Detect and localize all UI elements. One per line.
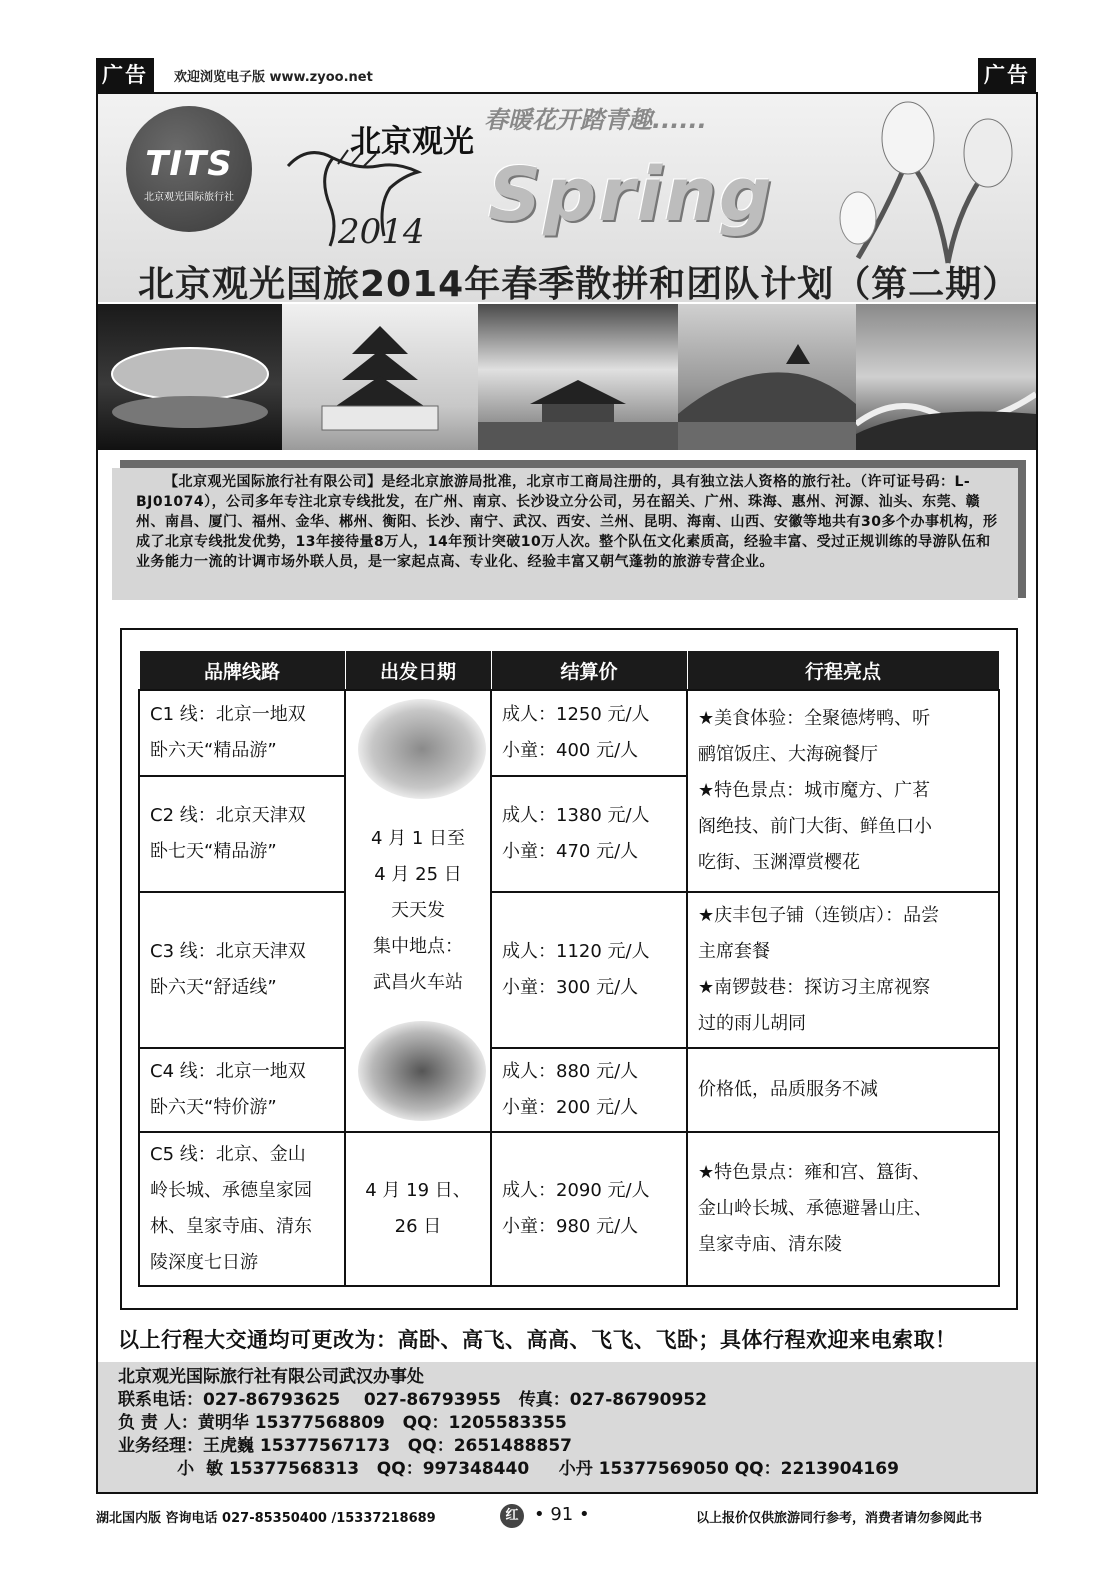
company-intro: 【北京观光国际旅行社有限公司】是经北京旅游局批准，北京市工商局注册的，具有独立法人资格的旅行社。（许可证号码：L-BJ01074），公司多年专注北京专线批发，在广州、南京、长沙设立分公司，另在韶关、广州、珠海、惠州、河源、汕头、东莞、赣州、南昌、厦门、福州、金华、郴州、衡阳、长沙、南宁、武汉、西安、兰州、昆明、海南、山西、安徽等地共有30多个办事机构，形成了北京专线批发优势，13年接待量8万人，14年预计突破10万人次。整个队伍文化素质高，经验丰富、受过正规训练的导游队伍和业务能力一流的计调市场外联人员，是一家起点高、专业化、经验丰富又朝气蓬勃的旅游专营企业。 bbox=[136, 474, 998, 570]
transport-change-note: 以上行程大交通均可更改为：高卧、高飞、高高、飞飞、飞卧；具体行程欢迎来电索取！ bbox=[118, 1328, 957, 1352]
phone-line[interactable]: 联系电话：027-86793625 027-86793955 传真：027-86790952 bbox=[118, 1390, 707, 1410]
routes-table bbox=[138, 650, 1000, 1287]
stone-lion-image bbox=[358, 699, 486, 799]
great-wall-icon bbox=[856, 304, 1036, 450]
palace-icon bbox=[478, 304, 678, 450]
company-logo bbox=[126, 106, 252, 232]
magnolia-flower-icon bbox=[798, 98, 1034, 268]
office-name: 北京观光国际旅行社有限公司武汉办事处 bbox=[118, 1367, 424, 1387]
business-manager-line-1[interactable]: 业务经理：王虎巍 15377567173 QQ：2651488857 bbox=[118, 1436, 572, 1456]
spring-word: Spring bbox=[488, 152, 774, 238]
highlights-c5: ★特色景点：雍和宫、簋街、 金山岭长城、承德避暑山庄、 皇家寺庙、清东陵 bbox=[687, 1132, 999, 1286]
date-cell-c5: 4 月 19 日、 26 日 bbox=[345, 1132, 491, 1286]
year-text: 2014 bbox=[338, 212, 425, 252]
date-cell-c1-c4 bbox=[345, 690, 491, 1132]
photo-temple-of-heaven bbox=[282, 304, 478, 450]
price-c4: 成人：880 元/人 小童：200 元/人 bbox=[491, 1048, 687, 1132]
intro-box bbox=[112, 468, 1018, 600]
edition-info: 湖北国内版 咨询电话 027-85350400 /15337218689 bbox=[96, 1511, 436, 1526]
price-c3: 成人：1120 元/人 小童：300 元/人 bbox=[491, 892, 687, 1048]
temple-icon bbox=[282, 304, 478, 450]
page-number: • 91 • bbox=[534, 1504, 590, 1525]
header-date: 出发日期 bbox=[345, 651, 491, 691]
route-c2: C2 线：北京天津双 卧七天“精品游” bbox=[139, 776, 345, 892]
header-highlights: 行程亮点 bbox=[687, 651, 999, 691]
dates-group: 4 月 1 日至 4 月 25 日 天天发 集中地点： 武昌火车站 bbox=[370, 828, 466, 993]
ad-label-left: 广告 bbox=[96, 58, 154, 92]
highlights-c4: 价格低，品质服务不减 bbox=[687, 1048, 999, 1132]
highlights-c1-c2: ★美食体验：全聚德烤鸭、听 鹂馆饭庄、大海碗餐厅 ★特色景点：城市魔方、广茗 阁绝技、前门大街、鲜鱼口小 吃街、玉渊潭赏樱花 bbox=[687, 690, 999, 892]
temple-image bbox=[358, 1021, 486, 1121]
ad-label-right: 广告 bbox=[978, 58, 1036, 92]
header-route: 品牌线路 bbox=[139, 651, 345, 691]
stadium-icon bbox=[98, 304, 282, 450]
photo-forbidden-city bbox=[478, 304, 678, 450]
table-row bbox=[139, 690, 999, 776]
banner-small-title: 北京观光 bbox=[350, 124, 474, 160]
photo-birds-nest bbox=[98, 304, 282, 450]
photo-summer-palace bbox=[678, 304, 856, 450]
site-url-text[interactable]: 欢迎浏览电子版 www.zyoo.net bbox=[174, 70, 373, 85]
table-row bbox=[139, 1132, 999, 1286]
hong-badge-icon: 红 bbox=[500, 1504, 524, 1528]
disclaimer: 以上报价仅供旅游同行参考，消费者请勿参阅此书 bbox=[696, 1511, 983, 1526]
business-manager-line-2[interactable]: 小 敏 15377568313 QQ：997348440 小丹 15377569050 QQ：2213904169 bbox=[118, 1459, 899, 1479]
routes-table-wrapper bbox=[138, 650, 1000, 1287]
route-c5: C5 线：北京、金山 岭长城、承德皇家园 林、皇家寺庙、清东 陵深度七日游 bbox=[139, 1132, 345, 1286]
logo-subtitle: 北京观光国际旅行社 bbox=[144, 192, 234, 203]
hill-pagoda-icon bbox=[678, 304, 856, 450]
table-row bbox=[139, 892, 999, 1048]
header-price: 结算价 bbox=[491, 651, 687, 691]
price-c2: 成人：1380 元/人 小童：470 元/人 bbox=[491, 776, 687, 892]
banner-slogan: 春暖花开踏青趣...... bbox=[484, 106, 707, 134]
banner bbox=[98, 94, 1036, 302]
highlights-c3: ★庆丰包子铺（连锁店）：品尝 主席套餐 ★南锣鼓巷：探访习主席视察 过的雨儿胡同 bbox=[687, 892, 999, 1048]
photo-great-wall bbox=[856, 304, 1036, 450]
manager-line[interactable]: 负 责 人：黄明华 15377568809 QQ：1205583355 bbox=[118, 1413, 567, 1433]
table-row bbox=[139, 1048, 999, 1132]
banner-main-title: 北京观光国旅2014年春季散拼和团队计划（第二期） bbox=[138, 264, 1020, 302]
table-header-row bbox=[139, 651, 999, 691]
route-c3: C3 线：北京天津双 卧六天“舒适线” bbox=[139, 892, 345, 1048]
contact-box bbox=[98, 1362, 1036, 1492]
route-c1: C1 线：北京一地双 卧六天“精品游” bbox=[139, 690, 345, 776]
route-c4: C4 线：北京一地双 卧六天“特价游” bbox=[139, 1048, 345, 1132]
price-c5: 成人：2090 元/人 小童：980 元/人 bbox=[491, 1132, 687, 1286]
logo-text: TITS bbox=[145, 144, 233, 184]
price-c1: 成人：1250 元/人 小童：400 元/人 bbox=[491, 690, 687, 776]
